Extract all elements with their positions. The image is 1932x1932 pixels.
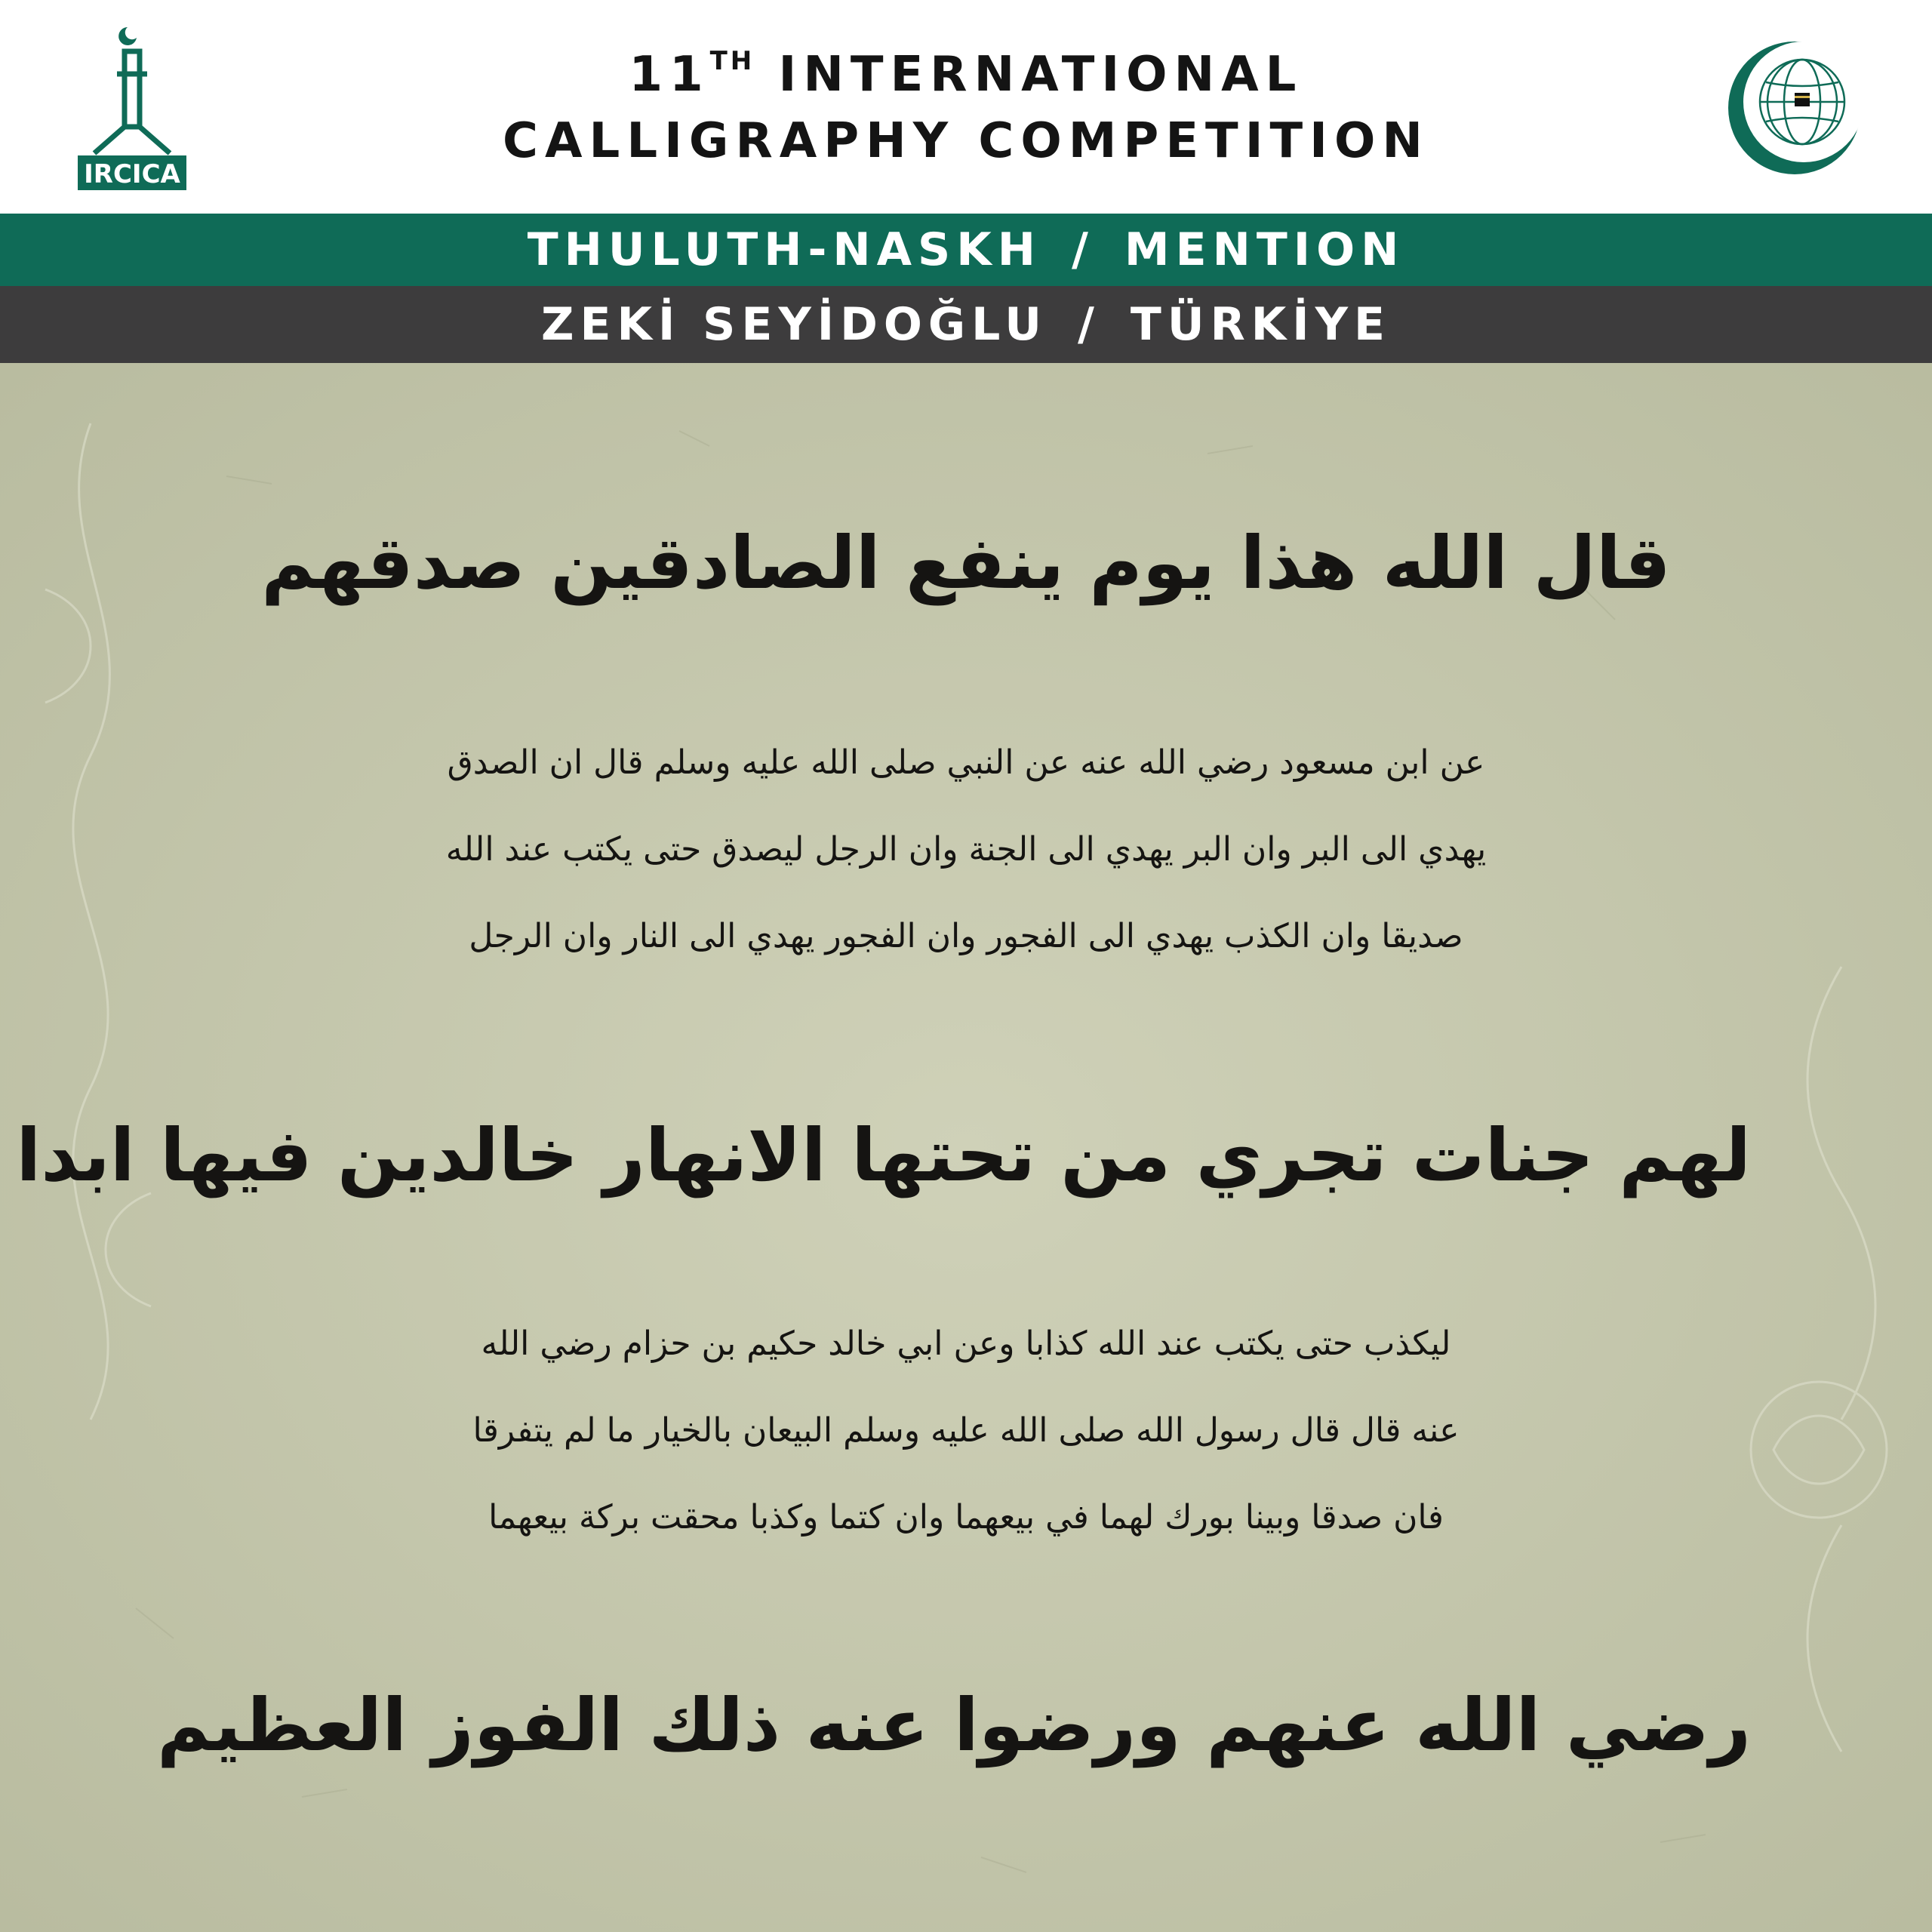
calligraphy-line-thuluth: رضي الله عنهم ورضوا عنه ذلك الفوز العظيم — [157, 1683, 1751, 1767]
award-separator: / — [1071, 223, 1094, 276]
ircica-logo-text: IRCICA — [84, 159, 180, 189]
title-line-2: CALLIGRAPHY COMPETITION — [503, 113, 1429, 169]
calligraphy-line-naskh: عنه قال قال رسول الله صلى الله عليه وسلم البيعان بالخيار ما لم يتفرقا — [472, 1411, 1460, 1450]
calligraphy-line-naskh: يهدي الى البر وان البر يهدي الى الجنة وان الرجل ليصدق حتى يكتب عند الله — [445, 830, 1487, 869]
artist-country: TÜRKİYE — [1130, 298, 1392, 351]
artist-separator: / — [1078, 298, 1100, 351]
calligraphy-line-naskh: فان صدقا وبينا بورك لهما في بيعهما وان كتما وكذبا محقت بركة بيعهما — [488, 1498, 1444, 1537]
calligraphy-line-naskh: صديقا وان الكذب يهدي الى الفجور وان الفجور يهدي الى النار وان الرجل — [469, 917, 1463, 955]
oic-logo — [1727, 40, 1863, 176]
calligraphy-line-naskh: ليكذب حتى يكتب عند الله كذابا وعن ابي خالد حكيم بن حزام رضي الله — [481, 1324, 1451, 1363]
calligraphy-artwork — [0, 363, 1932, 1932]
page-title — [0, 42, 1932, 174]
award-band — [0, 214, 1932, 286]
artist-band — [0, 286, 1932, 363]
title-line-1: 11TH INTERNATIONAL — [629, 46, 1303, 103]
kaaba-icon — [1795, 93, 1810, 106]
award-rank: MENTION — [1124, 223, 1405, 276]
artist-name: ZEKİ SEYİDOĞLU — [540, 298, 1048, 351]
calligraphy-line-naskh: عن ابن مسعود رضي الله عنه عن النبي صلى الله عليه وسلم قال ان الصدق — [447, 743, 1485, 782]
award-category: THULUTH-NASKH — [527, 223, 1041, 276]
calligraphy-line-thuluth: لهم جنات تجري من تحتها الانهار خالدين فيها ابدا — [16, 1113, 1751, 1198]
calligraphy-line-thuluth: قال الله هذا يوم ينفع الصادقين صدقهم — [261, 521, 1671, 605]
header — [0, 0, 1932, 214]
